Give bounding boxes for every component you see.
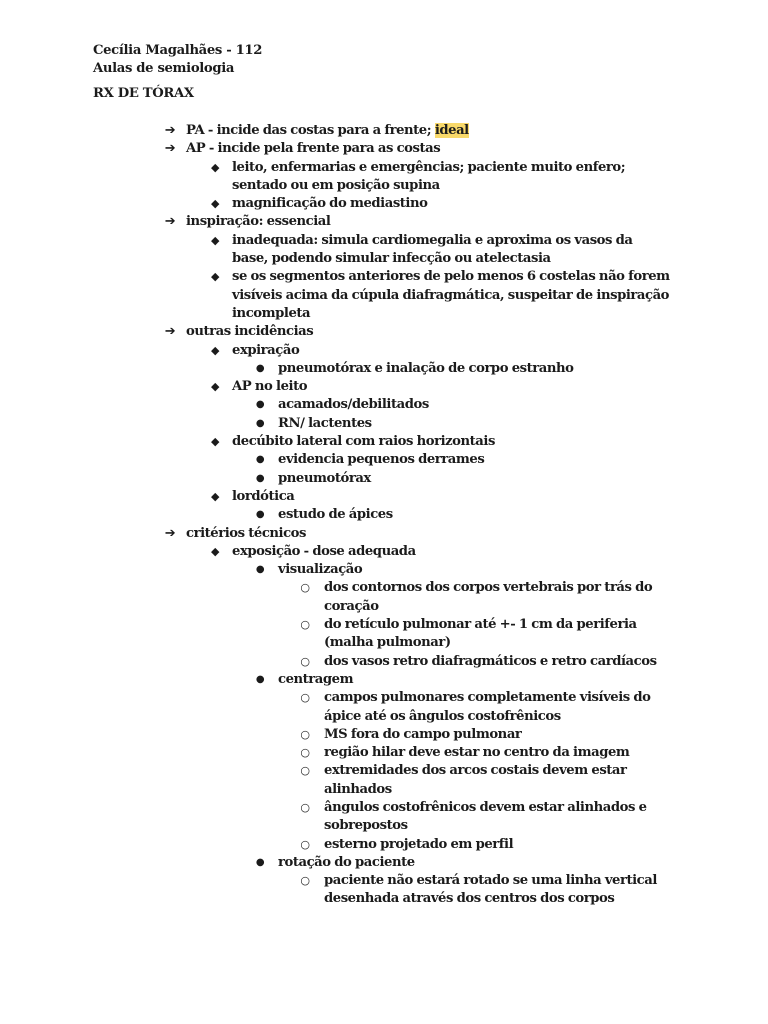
- outline-row: [0, 378, 768, 396]
- outline-item-level1: [0, 213, 768, 323]
- bullet-marker-icon: ○: [300, 874, 310, 888]
- outline-item-level4: [0, 726, 768, 744]
- outline-item-level4: [0, 579, 768, 616]
- sub-outline: [0, 360, 768, 378]
- outline-item-level2: [0, 268, 768, 323]
- bullet-marker-icon: ●: [255, 509, 265, 521]
- outline-text-content: acamados/debilitados: [278, 397, 429, 413]
- outline-text-content: leito, enfermarias e emergências; paciente muito enfero; sentado ou em posição supina: [232, 159, 626, 193]
- outline-text-content: evidencia pequenos derrames: [278, 452, 485, 468]
- outline-text: [186, 140, 656, 158]
- outline-text-content: paciente não estará rotado se uma linha vertical desenhada através dos centros dos corpos: [324, 873, 657, 907]
- outline-row: [0, 616, 768, 653]
- outline-row: [0, 543, 768, 561]
- highlighted-text: ideal: [434, 123, 469, 138]
- outline-text: [278, 396, 673, 414]
- bullet-marker-icon: ●: [255, 564, 265, 576]
- outline-text: [324, 689, 664, 726]
- outline-item-level1: [0, 323, 768, 524]
- outline-text-content: critérios técnicos: [186, 525, 306, 541]
- outline-text-content: centragem: [278, 671, 354, 687]
- bullet-marker-icon: ◆: [210, 343, 219, 357]
- outline-row: [0, 854, 768, 872]
- outline-item-level3: [0, 451, 768, 469]
- outline-item-level2: [0, 378, 768, 433]
- outline-text: [278, 415, 673, 433]
- bullet-marker-icon: ●: [255, 472, 265, 484]
- outline-item-level4: [0, 616, 768, 653]
- sub-outline: [0, 561, 768, 909]
- outline-item-level2: [0, 543, 768, 909]
- bullet-marker-icon: ○: [300, 764, 310, 778]
- bullet-marker-icon: ○: [300, 581, 310, 595]
- outline-text: [324, 653, 664, 671]
- bullet-marker-icon: ◆: [210, 544, 219, 558]
- sub-outline: [0, 872, 768, 909]
- outline-row: [0, 433, 768, 451]
- outline-text-content: dos contornos dos corpos vertebrais por trás do coração: [324, 580, 653, 614]
- outline-text: [232, 159, 672, 196]
- outline-row: [0, 726, 768, 744]
- sub-outline: [0, 342, 768, 525]
- outline-text-content: lordótica: [232, 488, 295, 504]
- course-line: Aulas de semiologia: [93, 61, 235, 77]
- outline-item-level3: [0, 854, 768, 909]
- outline-item-level4: [0, 872, 768, 909]
- outline-text-content: dos vasos retro diafragmáticos e retro cardíacos: [324, 653, 657, 669]
- outline-text-content: AP - incide pela frente para as costas: [186, 141, 441, 157]
- sub-outline: [0, 451, 768, 488]
- outline-text-content: região hilar deve estar no centro da imagem: [324, 745, 630, 761]
- outline-row: [0, 360, 768, 378]
- bullet-marker-icon: ◆: [210, 435, 219, 449]
- outline-row: [0, 342, 768, 360]
- outline-item-level4: [0, 744, 768, 762]
- outline-text: [232, 488, 672, 506]
- outline-item-level2: [0, 433, 768, 488]
- outline-text: [186, 525, 656, 543]
- sub-outline: [0, 159, 768, 214]
- outline-row: [0, 268, 768, 323]
- bullet-marker-icon: ●: [255, 399, 265, 411]
- outline-row: [0, 561, 768, 579]
- outline-text-content: expiração: [232, 342, 300, 358]
- outline-row: [0, 689, 768, 726]
- outline-text-content: visualização: [278, 562, 363, 578]
- outline-row: [0, 195, 768, 213]
- outline-row: [0, 415, 768, 433]
- outline-row: [0, 451, 768, 469]
- outline-text-content: decúbito lateral com raios horizontais: [232, 434, 495, 450]
- outline-item-level3: [0, 415, 768, 433]
- sub-outline: [0, 396, 768, 433]
- outline-row: [0, 653, 768, 671]
- outline-item-level3: [0, 470, 768, 488]
- bullet-marker-icon: ●: [255, 454, 265, 466]
- outline-text: [324, 579, 664, 616]
- outline-item-level1: [0, 525, 768, 909]
- bullet-marker-icon: ➔: [164, 123, 176, 138]
- bullet-marker-icon: ●: [255, 362, 265, 374]
- outline-item-level1: [0, 140, 768, 213]
- outline-text: [232, 342, 672, 360]
- outline-item-level3: [0, 360, 768, 378]
- outline-text: [232, 433, 672, 451]
- outline-item-level2: [0, 195, 768, 213]
- bullet-marker-icon: ○: [300, 618, 310, 632]
- outline-row: [0, 159, 768, 196]
- bullet-marker-icon: ➔: [164, 141, 176, 157]
- outline-text: [232, 195, 672, 213]
- outline-text: [278, 360, 673, 378]
- outline-row: [0, 213, 768, 231]
- outline-item-level4: [0, 653, 768, 671]
- outline-text: [324, 872, 664, 909]
- bullet-marker-icon: ◆: [210, 270, 219, 284]
- outline-text-content: exposição - dose adequada: [232, 543, 416, 559]
- outline-text-content: RN/ lactentes: [278, 415, 372, 431]
- sub-outline: [0, 506, 768, 524]
- bullet-marker-icon: ◆: [210, 233, 219, 247]
- bullet-marker-icon: ◆: [210, 489, 219, 503]
- outline-item-level3: [0, 561, 768, 671]
- bullet-marker-icon: ◆: [210, 160, 219, 174]
- outline-row: [0, 506, 768, 524]
- outline-text: [324, 744, 664, 762]
- author-line: Cecília Magalhães - 112: [93, 43, 263, 58]
- outline-text: [324, 616, 664, 653]
- bullet-marker-icon: ➔: [164, 214, 176, 230]
- outline-item-level4: [0, 762, 768, 799]
- outline-item-level4: [0, 836, 768, 854]
- bullet-marker-icon: ➔: [164, 324, 176, 340]
- bullet-marker-icon: ○: [300, 800, 310, 814]
- outline-row: [0, 872, 768, 909]
- outline-text-content: campos pulmonares completamente visíveis do ápice até os ângulos costofrênicos: [324, 690, 651, 724]
- outline-text: [324, 836, 664, 854]
- bullet-marker-icon: ◆: [210, 197, 219, 211]
- outline-text: [186, 213, 656, 231]
- outline-text: [278, 506, 673, 524]
- outline-item-level4: [0, 689, 768, 726]
- outline-item-level2: [0, 342, 768, 379]
- outline-text: [278, 470, 673, 488]
- outline-text: [186, 122, 656, 140]
- section-title: RX DE TÓRAX: [93, 86, 194, 101]
- sub-outline: [0, 232, 768, 323]
- outline-text: [186, 323, 656, 341]
- outline-row: [0, 122, 768, 140]
- outline-row: [0, 232, 768, 269]
- outline-row: [0, 762, 768, 799]
- outline-row: [0, 836, 768, 854]
- outline-text: [324, 726, 664, 744]
- outline-text-content: esterno projetado em perfil: [324, 836, 514, 852]
- outline-text-content: pneumotórax: [278, 470, 371, 486]
- outline-text-content: inspiração: essencial: [186, 214, 331, 230]
- outline-text-content: outras incidências: [186, 324, 314, 340]
- outline-row: [0, 744, 768, 762]
- bullet-marker-icon: ○: [300, 837, 310, 851]
- bullet-marker-icon: ○: [300, 691, 310, 705]
- outline-text: [278, 671, 673, 689]
- outline-item-level2: [0, 159, 768, 196]
- bullet-marker-icon: ●: [255, 856, 265, 868]
- outline-text: [278, 561, 673, 579]
- sub-outline: [0, 543, 768, 909]
- outline-text: [278, 854, 673, 872]
- outline-text: [324, 762, 664, 799]
- outline-text-content: do retículo pulmonar até +- 1 cm da periferia (malha pulmonar): [324, 617, 637, 651]
- outline-row: [0, 323, 768, 341]
- bullet-marker-icon: ○: [300, 727, 310, 741]
- outline-item-level2: [0, 232, 768, 269]
- outline-text-content: rotação do paciente: [278, 854, 415, 870]
- outline-text: [232, 378, 672, 396]
- outline-text: [232, 543, 672, 561]
- outline-row: [0, 396, 768, 414]
- bullet-marker-icon: ○: [300, 654, 310, 668]
- outline-text-content: pneumotórax e inalação de corpo estranho: [278, 360, 574, 376]
- outline-text: [232, 232, 672, 269]
- outline-row: [0, 799, 768, 836]
- bullet-marker-icon: ●: [255, 673, 265, 685]
- outline-text-content: PA - incide das costas para a frente;: [186, 123, 432, 138]
- outline-row: [0, 579, 768, 616]
- sub-outline: [0, 579, 768, 670]
- outline-text-content: AP no leito: [232, 379, 308, 395]
- bullet-marker-icon: ○: [300, 746, 310, 760]
- sub-outline: [0, 689, 768, 854]
- outline-row: [0, 470, 768, 488]
- notes-outline: [0, 122, 768, 909]
- outline-row: [0, 525, 768, 543]
- outline-text-content: MS fora do campo pulmonar: [324, 726, 522, 742]
- outline-item-level3: [0, 396, 768, 414]
- outline-item-level4: [0, 799, 768, 836]
- outline-text-content: ângulos costofrênicos devem estar alinhados e sobrepostos: [324, 799, 647, 834]
- outline-item-level3: [0, 671, 768, 854]
- outline-item-level3: [0, 506, 768, 524]
- outline-text-content: estudo de ápices: [278, 507, 393, 523]
- outline-text: [324, 799, 664, 836]
- document-header: [93, 42, 262, 79]
- outline-row: [0, 488, 768, 506]
- outline-item-level2: [0, 488, 768, 525]
- bullet-marker-icon: ●: [255, 417, 265, 429]
- outline-item-level1: [0, 122, 768, 140]
- bullet-marker-icon: ➔: [164, 525, 176, 541]
- bullet-marker-icon: ◆: [210, 380, 219, 394]
- outline-row: [0, 671, 768, 689]
- outline-text-content: magnificação do mediastino: [232, 196, 428, 212]
- outline-row: [0, 140, 768, 158]
- outline-text-content: inadequada: simula cardiomegalia e aproxima os vasos da base, podendo simular infecção ou atelectasia: [232, 232, 633, 267]
- outline-text: [232, 268, 672, 323]
- outline-text-content: extremidades dos arcos costais devem estar alinhados: [324, 763, 627, 797]
- outline-text-content: se os segmentos anteriores de pelo menos 6 costelas não forem visíveis acima da cúpula diafragmática, suspeitar de inspiração incompleta: [232, 269, 670, 321]
- outline-text: [278, 451, 673, 469]
